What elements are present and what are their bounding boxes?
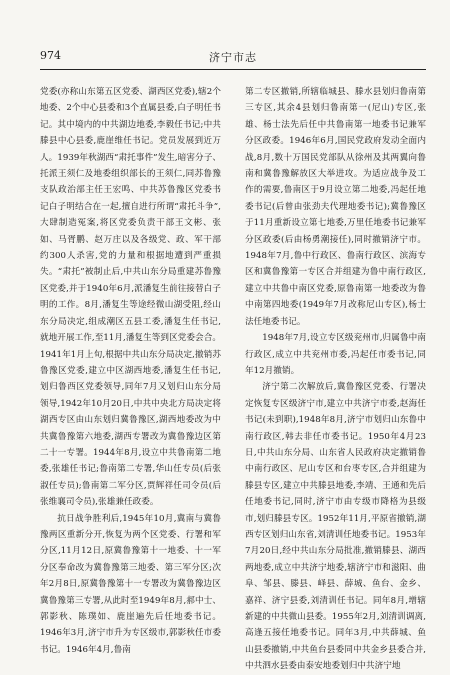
page-header xyxy=(40,49,426,67)
left-column xyxy=(40,84,221,655)
header-rule xyxy=(40,69,426,70)
paragraph: 党委(亦称山东第五区党委、湖西区党委),辖2个地委、2个中心县委和3个直属县委,白子明任书记。其中境内的中共湖边地委,李毅任书记;中共滕县中心县委,鹿崖维任书记。党员发展到近万人。1939年秋湖西“肃托事件”发生,暗害分子、托派王须仁及地委组织部长的王须仁,同苏鲁豫支队政治部主任王宏鸣、中共苏鲁豫区党委书记白子明结合在一起,擅自进行所谓“肃托斗争”,大肆制造冤案,将区党委负责干部王文彬、张如、马胥鹏、赵万庄以及各级党、政、军干部约300人杀害,党的力量和根据地遭到严重损失。“肃托”被制止后,中共山东分局重建苏鲁豫区党委,并于1940年6月,派潘复生前往接替白子明的工作。8月,潘复生等途经微山湖受阻,经山东分局决定,组成潮区五县工委,潘复生任书记,就地开展工作,至11月,潘复生等到区党委会合。1941年1月上旬,根据中共山东分局决定,撤销苏鲁豫区党委,建立中区湖西地委,潘复生任书记,划归鲁西区党委领导,同年7月又划归山东分局领导,1942年10月20日,中共中央北方局决定将湖西专区由山东划归冀鲁豫区,湖西地委改为中共冀鲁豫第六地委,湖西专署改为冀鲁豫边区第二十一专署。1944年8月,设立中共鲁南第二地委,张雄任书记;鲁南第二专署,华山任专员(后张淑任专员);鲁南第二军分区,贾辉祥任司令员(后张维襄司令员),张雄兼任政委。 xyxy=(40,87,221,508)
running-title: 济宁市志 xyxy=(209,51,257,64)
paragraph: 济宁第二次解放后,冀鲁豫区党委、行署决定恢复专区级济宁市,建立中共济宁市委,赵海任书记(未到职),1948年8月,济宁市划归山东鲁中南行政区,韩去非任市委书记。1950年4月23日,中共山东分局、山东省人民政府决定撤销鲁中南行政区、尼山专区和台枣专区,合并组建为滕县专区,建立中共滕县地委,李靖、王通和先后任地委书记,同时,济宁市由专级市降格为县级市,划归滕县专区。1952年11月,平原省撤销,湖西专区划归山东省,刘清训任地委书记。1953年7月20日,经中共山东分局批准,撤销滕县、湖西两地委,成立中共济宁地委,辖济宁市和滋阳、曲阜、邹县、滕县、峄县、薛城、鱼台、金乡、嘉祥、济宁县委,刘清训任书记。同年8月,增辖新建的中共微山县委。1955年2月,刘清训调离,高逢五接任地委书记。同年3月,中共薛城、鱼山县委撤销,中共鱼台县委同中共金乡县委合并,中共泗水县委由泰安地委划归中共济宁地 xyxy=(245,382,426,672)
paragraph: 抗日战争胜利后,1945年10月,冀南与冀鲁豫两区重新分开,恢复为两个区党委、行署和军分区,11月12日,原冀鲁豫第十一地委、十一军分区奉命改为冀鲁豫第三地委、第三军分区;次年2月8日,原冀鲁豫第十一专署改为冀鲁豫边区冀鲁豫第三专署,从此时至1949年8月,郝中士、郭影秋、陈璞如、鹿崖遍先后任地委书记。1946年3月,济宁市升为专区级市,郭影秋任市委书记。1946年4月,鲁南 xyxy=(40,513,221,655)
page-number: 974 xyxy=(40,49,61,62)
paragraph: 1948年7月,设立专区级兖州市,归属鲁中南行政区,成立中共兖州市委,冯起任市委书记,同年12月撤销。 xyxy=(245,333,426,376)
right-column xyxy=(245,84,426,672)
paragraph: 第二专区撤销,所辖临城县、滕水县划归鲁南第三专区,其余4县划归鲁南第一(尼山)专区,张雄、杨士法先后任中共鲁南第一地委书记兼军分区政委。1946年6月,国民党政府发动全面内战,8月,数十万国民党部队从徐州及其两翼向鲁南和冀鲁豫解放区大举进攻。为适应战争及工作的需要,鲁南区于9月设立第二地委,冯起任地委书记(后曾由张劲夫代理地委书记);冀鲁豫区于11月重新设立第七地委,万里任地委书记兼军分区政委(后由杨勇潮接任),同时撤销济宁市。1948年7月,鲁中行政区、鲁南行政区、滨海专区和冀鲁豫第一专区合并组建为鲁中南行政区,建立中共鲁中南区党委,原鲁南第一地委改为鲁中南第四地委(1949年7月改称尼山专区),杨士法任地委书记。 xyxy=(245,87,426,327)
